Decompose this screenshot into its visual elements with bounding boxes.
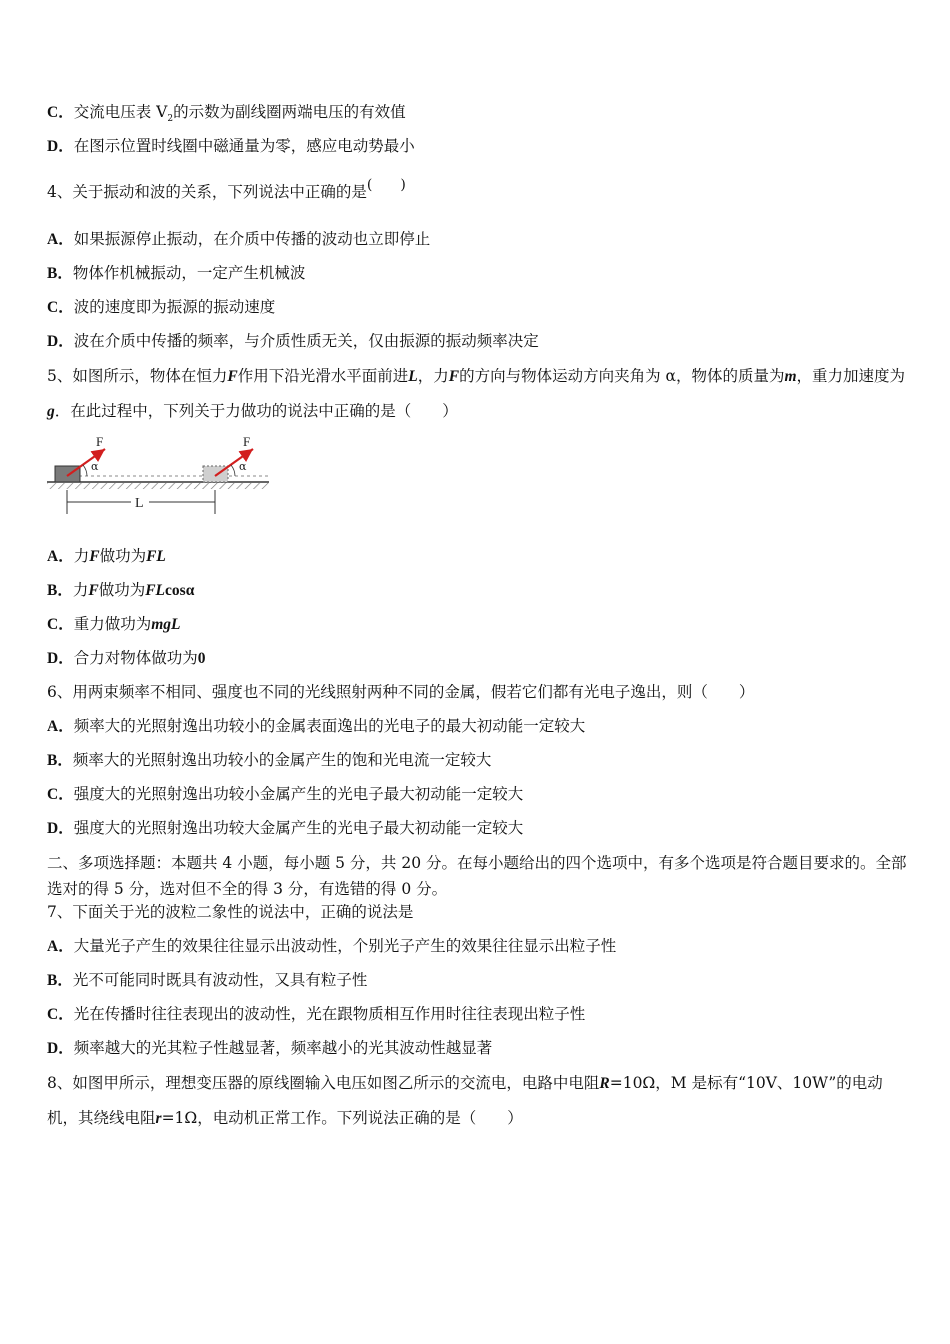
q5-option-b	[47, 580, 194, 601]
q7-option-c	[47, 1004, 585, 1025]
option-text: 在图示位置时线圈中磁通量为零，感应电动势最小	[73, 137, 415, 155]
section-heading: 二、多项选择题：本题共 4 小题，每小题 5 分，共 20 分。在每小题给出的四个选项中，有多个选项是符合题目要求的。全部选对的得 5 分，选对但不全的得 3 分，有选错的得 0 分。	[47, 854, 907, 898]
subscript: 2	[167, 114, 174, 125]
var-g: g	[47, 403, 55, 420]
angle-label-end: α	[239, 460, 247, 473]
q5-option-c	[47, 614, 181, 635]
q4-option-c	[47, 297, 275, 318]
option-letter: D．	[47, 138, 74, 155]
option-text: 频率大的光照射逸出功较小的金属产生的饱和光电流一定较大	[72, 751, 492, 769]
q7-option-a	[47, 936, 616, 957]
option-letter: B．	[47, 752, 73, 769]
option-text: 交流电压表 V	[73, 103, 168, 121]
option-letter: D．	[47, 820, 74, 837]
option-text: 如果振源停止振动，在介质中传播的波动也立即停止	[73, 230, 431, 248]
option-text: 光不可能同时既具有波动性，又具有粒子性	[72, 971, 368, 989]
stem-part: 5、如图所示，物体在恒力	[47, 367, 228, 385]
option-letter: D．	[47, 333, 74, 350]
option-text: 力	[72, 581, 89, 599]
q7-option-d	[47, 1038, 492, 1059]
option-letter: B．	[47, 265, 73, 282]
option-letter: B．	[47, 972, 73, 989]
force-arrow-start	[67, 449, 105, 476]
force-arrow-end	[215, 449, 253, 476]
option-text: 做功为	[99, 547, 147, 565]
var-L: L	[408, 368, 418, 385]
stem-part: 作用下沿光滑水平面前进	[237, 367, 409, 385]
option-letter: C．	[47, 104, 74, 121]
angle-arc-end	[231, 465, 235, 476]
q6-option-b	[47, 750, 491, 771]
option-letter: C．	[47, 1006, 74, 1023]
stem-part: ，力	[417, 367, 449, 385]
stem-part: =1Ω，电动机正常工作。下列说法正确的是（ ）	[161, 1109, 523, 1127]
var-R: R	[599, 1075, 610, 1092]
question-stem: 4、关于振动和波的关系，下列说法中正确的是	[47, 183, 367, 201]
option-text: 重力做功为	[73, 615, 152, 633]
option-text: 大量光子产生的效果往往显示出波动性，个别光子产生的效果往往显示出粒子性	[73, 937, 617, 955]
q3-option-c	[47, 102, 406, 129]
stem-part: ．在此过程中，下列关于力做功的说法中正确的是（ ）	[54, 402, 458, 420]
option-text-continued: 的示数为副线圈两端电压的有效值	[173, 103, 406, 121]
q4-option-b	[47, 263, 305, 284]
angle-label-start: α	[91, 460, 99, 473]
q6-option-d	[47, 818, 523, 839]
q4-stem	[47, 177, 406, 202]
force-label-start: F	[96, 434, 104, 449]
q4-option-a	[47, 229, 430, 250]
stem-part: 的方向与物体运动方向夹角为 α，物体的质量为	[459, 367, 785, 385]
stem-part: ，重力加速度为	[796, 367, 906, 385]
var-m: m	[784, 368, 797, 385]
q3-option-d	[47, 136, 415, 157]
option-letter: D．	[47, 1040, 74, 1057]
option-letter: C．	[47, 786, 74, 803]
option-text: 强度大的光照射逸出功较大金属产生的光电子最大初动能一定较大	[73, 819, 524, 837]
option-letter: B．	[47, 582, 73, 599]
q6-option-c	[47, 784, 523, 805]
q7-option-b	[47, 970, 367, 991]
q7-stem: 7、下面关于光的波粒二象性的说法中，正确的说法是	[47, 903, 414, 921]
q6-option-a	[47, 716, 585, 737]
q6-stem: 6、用两束频率不相同、强度也不同的光线照射两种不同的金属，假若它们都有光电子逸出，则（ ）	[47, 683, 755, 701]
var-r: r	[155, 1110, 162, 1127]
option-text: 波在介质中传播的频率，与介质性质无关，仅由振源的振动频率决定	[73, 332, 539, 350]
angle-arc-start	[83, 465, 87, 476]
option-result: mgL	[151, 616, 181, 633]
option-letter: A．	[47, 231, 74, 248]
option-letter: C．	[47, 299, 74, 316]
stem-part: 8、如图甲所示，理想变压器的原线圈输入电压如图乙所示的交流电，电路中电阻	[47, 1074, 600, 1092]
var-F: F	[448, 368, 460, 385]
option-text: 做功为	[98, 581, 146, 599]
option-text: 强度大的光照射逸出功较小金属产生的光电子最大初动能一定较大	[73, 785, 524, 803]
q4-option-d	[47, 331, 539, 352]
q5-option-d	[47, 648, 205, 669]
q5-stem	[47, 359, 907, 429]
option-result-cos: cosα	[165, 582, 195, 599]
option-result: FL	[145, 582, 166, 599]
option-letter: A．	[47, 938, 74, 955]
force-diagram	[47, 432, 272, 520]
option-text: 物体作机械振动，一定产生机械波	[72, 264, 306, 282]
option-result: 0	[197, 650, 206, 667]
option-letter: A．	[47, 548, 74, 565]
length-label: L	[135, 496, 144, 511]
q5-option-a	[47, 546, 166, 567]
ground-hatch	[47, 483, 269, 489]
option-letter: D．	[47, 650, 74, 667]
option-text: 波的速度即为振源的振动速度	[73, 298, 276, 316]
option-letter: A．	[47, 718, 74, 735]
option-result: FL	[146, 548, 166, 565]
answer-paren: ( )	[366, 177, 406, 193]
var-F: F	[227, 368, 238, 385]
var-F: F	[88, 582, 99, 599]
option-letter: C．	[47, 616, 74, 633]
option-text: 频率越大的光其粒子性越显著，频率越小的光其波动性越显著	[73, 1039, 493, 1057]
var-F: F	[89, 548, 100, 565]
q8-stem	[47, 1066, 907, 1136]
option-text: 频率大的光照射逸出功较小的金属表面逸出的光电子的最大初动能一定较大	[73, 717, 586, 735]
option-text: 合力对物体做功为	[73, 649, 198, 667]
option-text: 力	[73, 547, 90, 565]
force-label-end: F	[243, 434, 251, 449]
option-text: 光在传播时往往表现出的波动性，光在跟物质相互作用时往往表现出粒子性	[73, 1005, 586, 1023]
stem-part: =10Ω，M 是标有“10V、10W”的电动机，其绕线电阻	[47, 1074, 883, 1127]
